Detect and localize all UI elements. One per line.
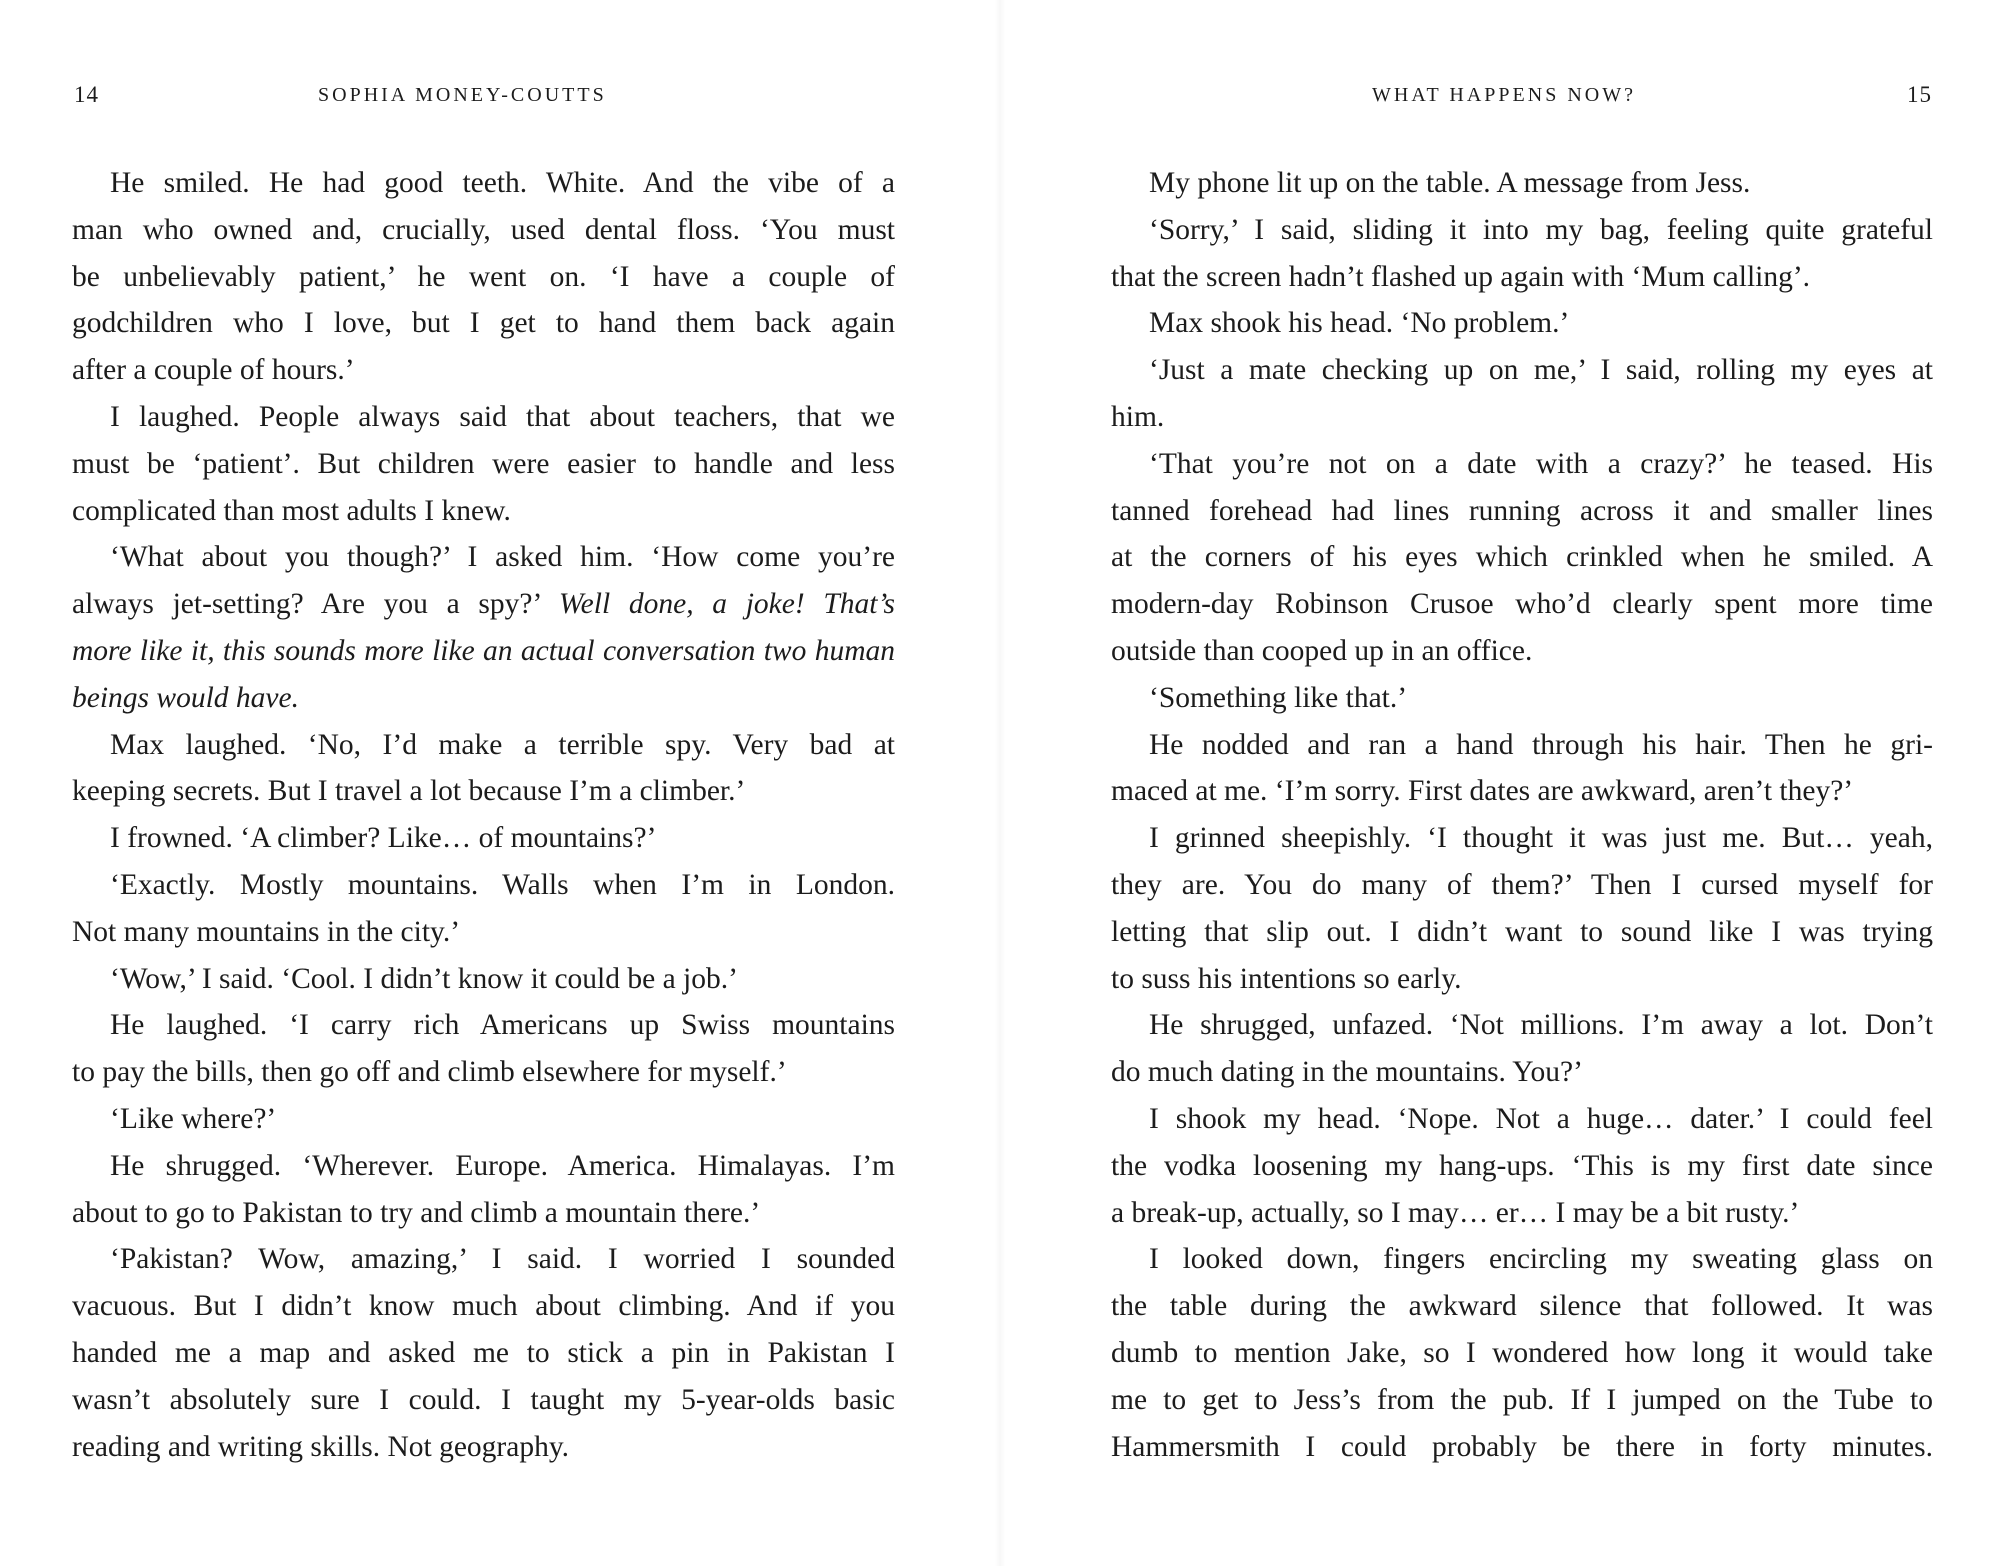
line-text: be unbelievably patient,’ he went on. ‘I have a couple of — [72, 260, 895, 293]
line-text: Not many mountains in the city.’ — [72, 915, 461, 948]
text-line — [72, 862, 895, 909]
text-line — [1111, 956, 1933, 1003]
text-line — [1111, 909, 1933, 956]
line-text: complicated than most adults I knew. — [72, 494, 511, 527]
text-line — [1111, 1143, 1933, 1190]
line-text: reading and writing skills. Not geography. — [72, 1430, 570, 1463]
text-line — [72, 1190, 895, 1237]
line-text: dumb to mention Jake, so I wondered how long it would take — [1111, 1336, 1933, 1369]
line-text: wasn’t absolutely sure I could. I taught my 5-year-olds basic — [72, 1383, 895, 1416]
text-line — [72, 1424, 895, 1471]
text-line — [1111, 862, 1933, 909]
text-line — [1111, 1424, 1933, 1471]
text-line — [1111, 768, 1933, 815]
line-text: vacuous. But I didn’t know much about climbing. And if you — [72, 1290, 895, 1323]
text-line — [1111, 254, 1933, 301]
text-line — [1111, 347, 1933, 394]
text-line — [72, 1096, 895, 1143]
body-text — [72, 160, 895, 1470]
line-text: My phone lit up on the table. A message from Jess. — [1149, 167, 1751, 199]
line-text: maced at me. ‘I’m sorry. First dates are awkward, aren’t they?’ — [1111, 775, 1854, 808]
text-line — [1111, 300, 1933, 347]
line-text: I frowned. ‘A climber? Like… of mountains?’ — [110, 822, 657, 855]
text-line — [1111, 441, 1933, 488]
page-number: 15 — [1907, 82, 1932, 107]
line-text: I grinned sheepishly. ‘I thought it was just me. But… yeah, — [1149, 822, 1933, 855]
line-text: the table during the awkward silence that followed. It was — [1111, 1290, 1933, 1323]
italic-thought-text: more like it, this sounds more like an actual conversation two human — [72, 634, 895, 667]
running-head-author: SOPHIA MONEY-COUTTS — [318, 84, 607, 106]
text-line — [72, 628, 895, 675]
line-text: He shrugged. ‘Wherever. Europe. America. Himalayas. I’m — [110, 1149, 895, 1182]
text-line — [72, 675, 895, 722]
line-text: do much dating in the mountains. You?’ — [1111, 1056, 1583, 1089]
line-text: to pay the bills, then go off and climb elsewhere for myself.’ — [72, 1056, 787, 1089]
text-line — [72, 956, 895, 1003]
right-page — [1000, 0, 2000, 1566]
text-line — [72, 1236, 895, 1283]
line-text: I shook my head. ‘Nope. Not a huge… dater.’ I could feel — [1149, 1102, 1933, 1135]
text-line — [72, 909, 895, 956]
line-text: ‘Sorry,’ I said, sliding it into my bag, feeling quite grateful — [1149, 213, 1933, 246]
line-text: a break-up, actually, so I may… er… I may be a bit rusty.’ — [1111, 1196, 1800, 1229]
text-line — [72, 488, 895, 535]
text-line — [72, 347, 895, 394]
line-text: He smiled. He had good teeth. White. And the vibe of a — [110, 167, 895, 199]
line-text: ‘What about you though?’ I asked him. ‘How come you’re — [110, 541, 895, 574]
text-line — [72, 300, 895, 347]
line-text: at the corners of his eyes which crinkled when he smiled. A — [1111, 541, 1933, 574]
line-text: modern-day Robinson Crusoe who’d clearly spent more time — [1111, 588, 1933, 621]
line-text: ‘Just a mate checking up on me,’ I said, rolling my eyes at — [1149, 354, 1933, 387]
line-text: ‘Wow,’ I said. ‘Cool. I didn’t know it could be a job.’ — [110, 962, 738, 995]
text-line — [1111, 534, 1933, 581]
line-text: that the screen hadn’t flashed up again with ‘Mum calling’. — [1111, 260, 1811, 293]
text-line — [1111, 1049, 1933, 1096]
text-line — [72, 581, 895, 628]
page-number: 14 — [74, 82, 99, 107]
text-line — [1111, 1283, 1933, 1330]
text-line — [72, 815, 895, 862]
line-text: I looked down, fingers encircling my sweating glass on — [1149, 1243, 1933, 1276]
text-line — [1111, 1096, 1933, 1143]
line-text: me to get to Jess’s from the pub. If I jumped on the Tube to — [1111, 1383, 1933, 1416]
text-line — [1111, 722, 1933, 769]
line-text: godchildren who I love, but I get to hand them back again — [72, 307, 895, 340]
line-text: must be ‘patient’. But children were easier to handle and less — [72, 447, 895, 480]
line-text: ‘Exactly. Mostly mountains. Walls when I’m in London. — [110, 868, 895, 901]
line-text: letting that slip out. I didn’t want to sound like I was trying — [1111, 915, 1933, 948]
text-line — [1111, 394, 1933, 441]
line-text: him. — [1111, 400, 1165, 433]
line-text: Max shook his head. ‘No problem.’ — [1149, 307, 1570, 340]
text-line — [1111, 1236, 1933, 1283]
line-text: they are. You do many of them?’ Then I cursed myself for — [1111, 868, 1933, 901]
line-text: about to go to Pakistan to try and climb a mountain there.’ — [72, 1196, 761, 1229]
text-line — [72, 1002, 895, 1049]
line-text: keeping secrets. But I travel a lot because I’m a climber.’ — [72, 775, 746, 808]
text-line — [1111, 1002, 1933, 1049]
text-line — [72, 1377, 895, 1424]
text-line — [1111, 207, 1933, 254]
italic-thought-text: beings would have. — [72, 681, 299, 714]
line-text: the vodka loosening my hang-ups. ‘This is my first date since — [1111, 1149, 1933, 1182]
line-text: to suss his intentions so early. — [1111, 962, 1462, 995]
text-line — [1111, 488, 1933, 535]
line-text: He laughed. ‘I carry rich Americans up Swiss mountains — [110, 1009, 895, 1042]
text-line — [72, 1330, 895, 1377]
line-text: ‘Like where?’ — [110, 1102, 277, 1135]
line-text: He nodded and ran a hand through his hair. Then he gri- — [1149, 728, 1933, 761]
line-text: Max laughed. ‘No, I’d make a terrible spy. Very bad at — [110, 728, 895, 761]
text-line — [1111, 628, 1933, 675]
text-line — [72, 160, 895, 207]
line-text: ‘That you’re not on a date with a crazy?’ he teased. His — [1149, 447, 1933, 480]
text-line — [1111, 581, 1933, 628]
line-text: tanned forehead had lines running across it and smaller lines — [1111, 494, 1933, 527]
italic-thought-text: Well done, a joke! That’s — [558, 588, 895, 621]
line-text: man who owned and, crucially, used dental floss. ‘You must — [72, 213, 895, 246]
text-line — [72, 254, 895, 301]
text-line — [1111, 675, 1933, 722]
text-line — [72, 207, 895, 254]
text-line — [72, 722, 895, 769]
line-text: Hammersmith I could probably be there in forty minutes. — [1111, 1430, 1933, 1463]
line-text: ‘Something like that.’ — [1149, 681, 1408, 714]
text-line — [72, 1049, 895, 1096]
text-line — [72, 394, 895, 441]
line-text: after a couple of hours.’ — [72, 354, 355, 387]
text-line — [72, 1283, 895, 1330]
body-text — [1111, 160, 1933, 1470]
line-text: handed me a map and asked me to stick a pin in Pakistan I — [72, 1336, 895, 1369]
text-line — [1111, 1190, 1933, 1237]
line-text: always jet-setting? Are you a spy?’ — [72, 588, 559, 621]
text-line — [72, 1143, 895, 1190]
text-line — [72, 768, 895, 815]
text-line — [72, 534, 895, 581]
line-text: I laughed. People always said that about teachers, that we — [110, 400, 895, 433]
text-line — [1111, 815, 1933, 862]
line-text: ‘Pakistan? Wow, amazing,’ I said. I worried I sounded — [110, 1243, 895, 1276]
text-line — [1111, 1377, 1933, 1424]
text-line — [1111, 1330, 1933, 1377]
line-text: outside than cooped up in an office. — [1111, 634, 1533, 667]
text-line — [72, 441, 895, 488]
line-text: He shrugged, unfazed. ‘Not millions. I’m away a lot. Don’t — [1149, 1009, 1933, 1042]
running-head-title: WHAT HAPPENS NOW? — [1372, 84, 1636, 106]
text-line — [1111, 160, 1933, 207]
